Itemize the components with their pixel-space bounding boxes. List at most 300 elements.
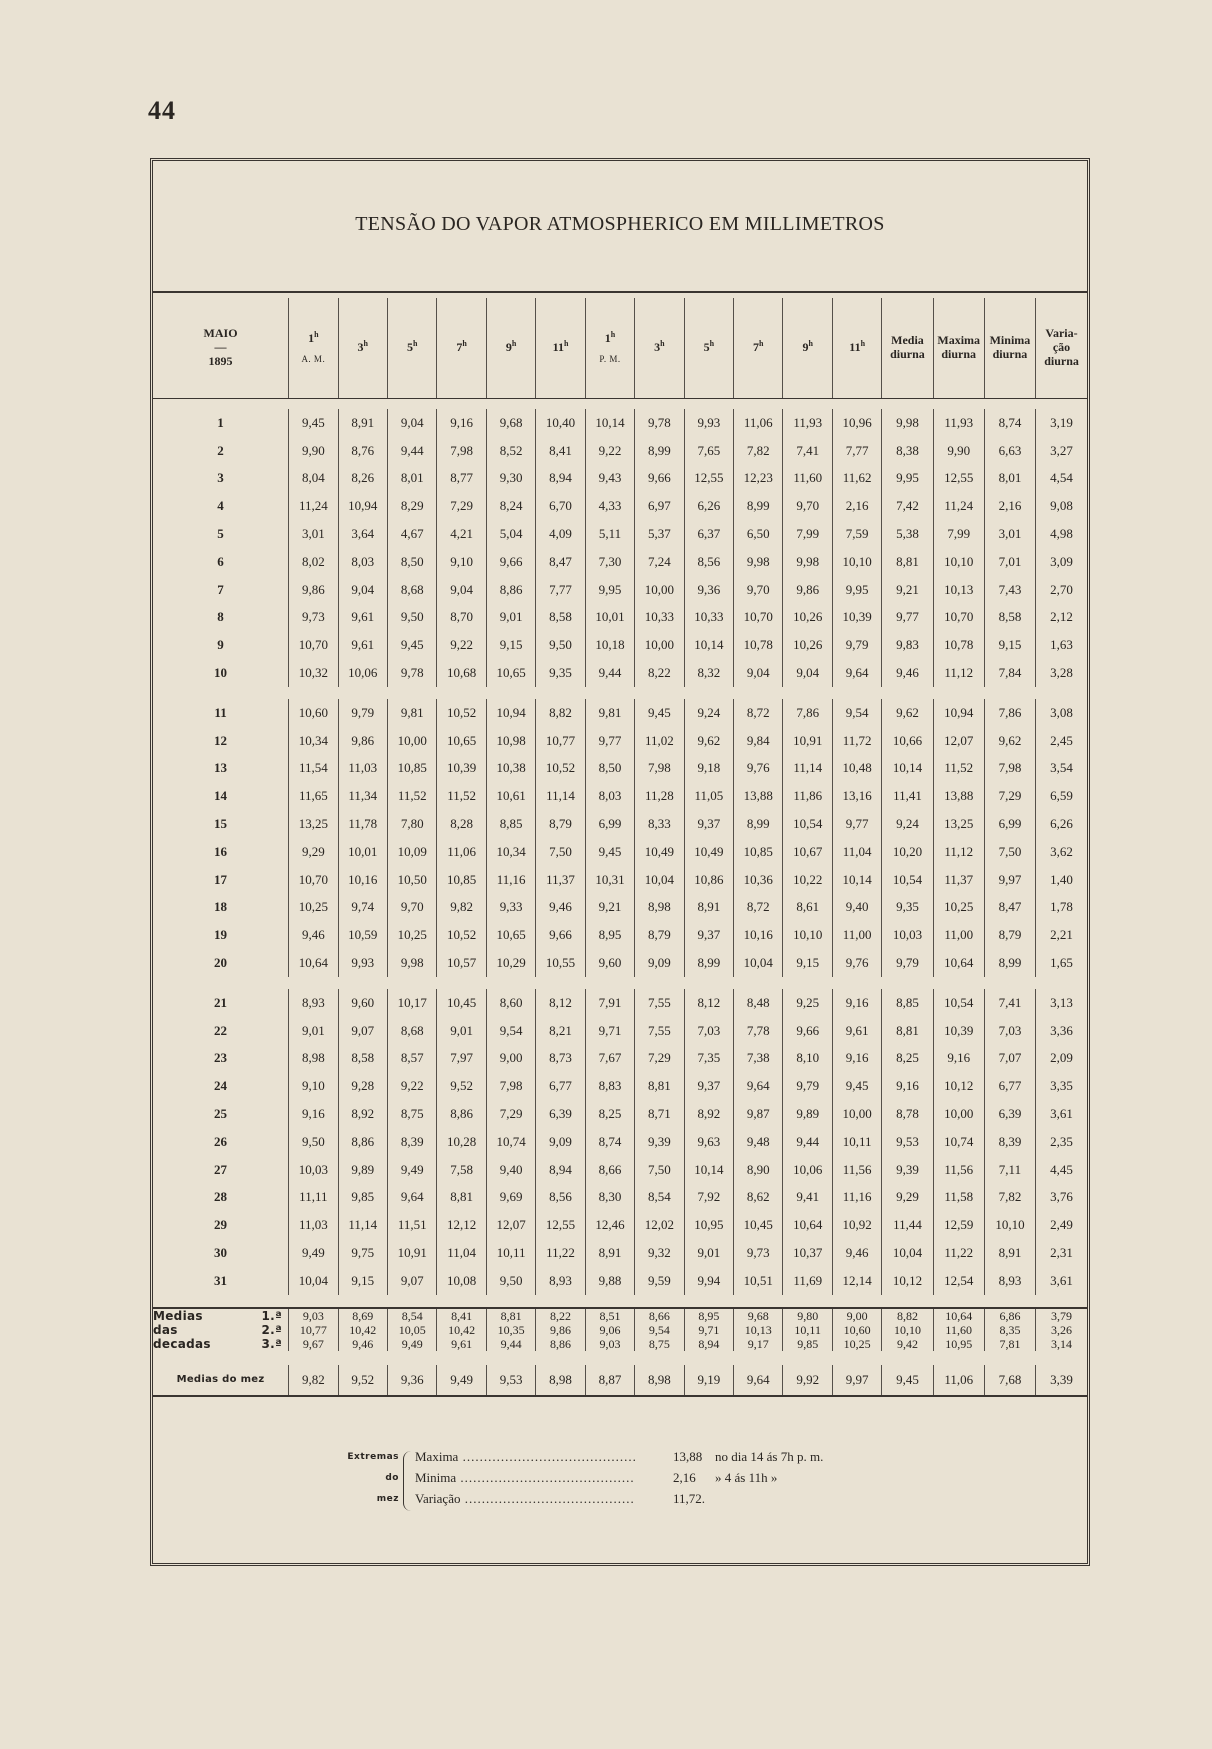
value-cell: 8,81	[437, 1184, 486, 1212]
table-row	[153, 949, 1087, 977]
value-cell: 11,03	[289, 1211, 338, 1239]
table-row	[153, 631, 1087, 659]
value-cell: 11,14	[536, 782, 585, 810]
header-month-name: MAIO	[203, 326, 238, 341]
value-cell: 10,74	[933, 1128, 984, 1156]
value-cell: 11,04	[437, 1239, 486, 1267]
value-cell: 8,91	[338, 409, 387, 437]
value-cell: 10,52	[437, 699, 486, 727]
decade-value-cell: 9,46	[338, 1337, 387, 1351]
value-cell: 9,40	[832, 894, 881, 922]
value-cell: 3,13	[1036, 989, 1087, 1017]
value-cell: 10,65	[437, 727, 486, 755]
value-cell: 8,91	[684, 894, 733, 922]
value-cell: 9,50	[387, 604, 436, 632]
value-cell: 7,41	[783, 437, 832, 465]
header-maxima-diurna: Maxima diurna	[933, 298, 984, 399]
value-cell: 2,70	[1036, 576, 1087, 604]
value-cell: 8,75	[387, 1100, 436, 1128]
value-cell: 9,01	[486, 604, 535, 632]
day-cell: 16	[214, 843, 228, 859]
value-cell: 10,78	[734, 631, 783, 659]
table-row	[153, 409, 1087, 437]
value-cell: 9,50	[289, 1128, 338, 1156]
value-cell: 11,52	[437, 782, 486, 810]
decade-value-cell: 8,95	[684, 1308, 733, 1323]
extreme-minima-note: » 4 ás 11h »	[715, 1470, 778, 1485]
day-cell: 5	[217, 526, 224, 542]
value-cell: 9,01	[289, 1017, 338, 1045]
value-cell: 10,55	[536, 949, 585, 977]
value-cell: 8,93	[289, 989, 338, 1017]
value-cell: 8,01	[984, 465, 1035, 493]
value-cell: 9,37	[684, 810, 733, 838]
value-cell: 11,93	[933, 409, 984, 437]
value-cell: 8,01	[387, 465, 436, 493]
value-cell: 9,45	[635, 699, 684, 727]
value-cell: 9,45	[832, 1072, 881, 1100]
value-cell: 8,76	[338, 437, 387, 465]
value-cell: 11,12	[933, 659, 984, 687]
value-cell: 7,03	[984, 1017, 1035, 1045]
value-cell: 11,12	[933, 838, 984, 866]
value-cell: 9,07	[387, 1267, 436, 1295]
extremes-label-2: do	[385, 1473, 399, 1483]
value-cell: 9,94	[684, 1267, 733, 1295]
table-row	[153, 465, 1087, 493]
value-cell: 6,97	[635, 492, 684, 520]
value-cell: 7,98	[635, 755, 684, 783]
value-cell: 2,16	[832, 492, 881, 520]
table-row	[153, 810, 1087, 838]
value-cell: 9,15	[338, 1267, 387, 1295]
value-cell: 10,33	[684, 604, 733, 632]
spacer-row	[153, 977, 1087, 989]
table-row	[153, 520, 1087, 548]
table-row	[153, 755, 1087, 783]
value-cell: 2,49	[1036, 1211, 1087, 1239]
value-cell: 11,37	[536, 866, 585, 894]
value-cell: 12,55	[684, 465, 733, 493]
day-cell: 17	[214, 871, 228, 887]
value-cell: 11,52	[933, 755, 984, 783]
value-cell: 11,34	[338, 782, 387, 810]
header-hour-3-pm: 3$^h$	[635, 298, 684, 399]
decade-value-cell: 3,26	[1036, 1323, 1087, 1337]
header-year: 1895	[208, 353, 233, 368]
value-cell: 8,85	[882, 989, 933, 1017]
table-row	[153, 921, 1087, 949]
month-mean-cell: 9,36	[387, 1365, 436, 1396]
value-cell: 3,61	[1036, 1100, 1087, 1128]
header-media-diurna: Media diurna	[882, 298, 933, 399]
value-cell: 9,70	[734, 576, 783, 604]
value-cell: 9,16	[933, 1045, 984, 1073]
header-pm-label: P. M.	[599, 353, 621, 364]
value-cell: 10,39	[437, 755, 486, 783]
value-cell: 8,86	[486, 576, 535, 604]
value-cell: 8,99	[734, 810, 783, 838]
value-cell: 9,98	[882, 409, 933, 437]
value-cell: 3,76	[1036, 1184, 1087, 1212]
value-cell: 7,55	[635, 989, 684, 1017]
value-cell: 9,16	[437, 409, 486, 437]
value-cell: 6,77	[536, 1072, 585, 1100]
value-cell: 10,10	[783, 921, 832, 949]
value-cell: 10,10	[933, 548, 984, 576]
month-mean-cell: 9,82	[289, 1365, 338, 1396]
value-cell: 8,86	[437, 1100, 486, 1128]
value-cell: 9,22	[437, 631, 486, 659]
value-cell: 2,09	[1036, 1045, 1087, 1073]
value-cell: 9,54	[832, 699, 881, 727]
extremes-label-1: Extremas	[347, 1452, 399, 1462]
value-cell: 8,94	[536, 1156, 585, 1184]
month-means	[153, 1365, 1087, 1396]
value-cell: 10,66	[882, 727, 933, 755]
value-cell: 8,93	[536, 1267, 585, 1295]
decade-value-cell: 10,95	[933, 1337, 984, 1351]
value-cell: 10,54	[882, 866, 933, 894]
value-cell: 9,49	[387, 1156, 436, 1184]
decade-means	[153, 1308, 1087, 1365]
day-cell: 3	[217, 470, 224, 486]
value-cell: 11,86	[783, 782, 832, 810]
decade-value-cell: 9,86	[536, 1323, 585, 1337]
value-cell: 10,54	[933, 989, 984, 1017]
value-cell: 10,60	[289, 699, 338, 727]
decade-value-cell: 3,14	[1036, 1337, 1087, 1351]
value-cell: 8,25	[585, 1100, 634, 1128]
value-cell: 11,02	[635, 727, 684, 755]
decade-value-cell: 8,75	[635, 1337, 684, 1351]
value-cell: 10,14	[684, 631, 733, 659]
value-cell: 2,45	[1036, 727, 1087, 755]
value-cell: 8,58	[338, 1045, 387, 1073]
value-cell: 7,67	[585, 1045, 634, 1073]
value-cell: 7,50	[984, 838, 1035, 866]
value-cell: 9,46	[536, 894, 585, 922]
value-cell: 10,61	[486, 782, 535, 810]
table-row	[153, 576, 1087, 604]
value-cell: 11,03	[338, 755, 387, 783]
value-cell: 12,55	[536, 1211, 585, 1239]
value-cell: 8,98	[289, 1045, 338, 1073]
value-cell: 11,93	[783, 409, 832, 437]
value-cell: 11,06	[734, 409, 783, 437]
value-cell: 7,98	[437, 437, 486, 465]
value-cell: 9,68	[486, 409, 535, 437]
value-cell: 11,52	[387, 782, 436, 810]
value-cell: 8,39	[387, 1128, 436, 1156]
value-cell: 9,04	[387, 409, 436, 437]
value-cell: 7,98	[984, 755, 1035, 783]
decade-value-cell: 8,94	[684, 1337, 733, 1351]
day-cell: 26	[214, 1133, 228, 1149]
value-cell: 7,59	[832, 520, 881, 548]
value-cell: 9,61	[338, 631, 387, 659]
value-cell: 9,07	[338, 1017, 387, 1045]
value-cell: 9,63	[684, 1128, 733, 1156]
value-cell: 9,64	[734, 1072, 783, 1100]
day-cell: 8	[217, 609, 224, 625]
value-cell: 9,79	[783, 1072, 832, 1100]
value-cell: 13,88	[933, 782, 984, 810]
day-cell: 6	[217, 553, 224, 569]
value-cell: 5,11	[585, 520, 634, 548]
value-cell: 9,66	[635, 465, 684, 493]
table-row	[153, 1100, 1087, 1128]
value-cell: 11,00	[933, 921, 984, 949]
decade-value-cell: 8,66	[635, 1308, 684, 1323]
value-cell: 9,73	[734, 1239, 783, 1267]
value-cell: 9,62	[684, 727, 733, 755]
value-cell: 6,26	[684, 492, 733, 520]
value-cell: 9,83	[882, 631, 933, 659]
decade-value-cell: 9,85	[783, 1337, 832, 1351]
value-cell: 13,25	[933, 810, 984, 838]
value-cell: 8,47	[984, 894, 1035, 922]
value-cell: 8,78	[882, 1100, 933, 1128]
value-cell: 10,94	[486, 699, 535, 727]
header-dash: —	[214, 340, 227, 355]
value-cell: 11,69	[783, 1267, 832, 1295]
day-cell: 10	[214, 665, 228, 681]
spacer-row	[153, 687, 1087, 699]
day-cell: 12	[214, 732, 228, 748]
value-cell: 11,22	[933, 1239, 984, 1267]
value-cell: 9,29	[289, 838, 338, 866]
value-cell: 10,03	[882, 921, 933, 949]
value-cell: 9,46	[882, 659, 933, 687]
value-cell: 8,29	[387, 492, 436, 520]
value-cell: 10,06	[783, 1156, 832, 1184]
value-cell: 9,16	[882, 1072, 933, 1100]
value-cell: 8,50	[387, 548, 436, 576]
value-cell: 8,68	[387, 1017, 436, 1045]
decade-value-cell: 9,03	[289, 1308, 338, 1323]
value-cell: 7,82	[734, 437, 783, 465]
value-cell: 10,04	[635, 866, 684, 894]
value-cell: 8,99	[635, 437, 684, 465]
value-cell: 12,14	[832, 1267, 881, 1295]
value-cell: 9,62	[882, 699, 933, 727]
value-cell: 9,50	[486, 1267, 535, 1295]
decade-value-cell: 8,35	[984, 1323, 1035, 1337]
table-row	[153, 1239, 1087, 1267]
daily-rows	[153, 399, 1087, 1308]
extreme-variacao	[415, 1491, 1015, 1511]
value-cell: 9,75	[338, 1239, 387, 1267]
value-cell: 10,39	[933, 1017, 984, 1045]
value-cell: 10,00	[635, 631, 684, 659]
spacer-row	[153, 1295, 1087, 1308]
extreme-maxima-note: no dia 14 ás 7h p. m.	[715, 1449, 824, 1464]
value-cell: 12,02	[635, 1211, 684, 1239]
value-cell: 11,24	[933, 492, 984, 520]
table-row	[153, 1184, 1087, 1212]
header-hour-7-pm: 7$^h$	[734, 298, 783, 399]
month-mean-cell: 8,98	[536, 1365, 585, 1396]
value-cell: 9,29	[882, 1184, 933, 1212]
decade-value-cell: 8,51	[585, 1308, 634, 1323]
value-cell: 9,77	[882, 604, 933, 632]
value-cell: 9,64	[387, 1184, 436, 1212]
value-cell: 9,84	[734, 727, 783, 755]
value-cell: 8,79	[536, 810, 585, 838]
value-cell: 12,07	[933, 727, 984, 755]
value-cell: 8,98	[635, 894, 684, 922]
value-cell: 9,95	[882, 465, 933, 493]
value-cell: 5,37	[635, 520, 684, 548]
value-cell: 7,11	[984, 1156, 1035, 1184]
value-cell: 9,21	[882, 576, 933, 604]
decade-value-cell: 10,13	[734, 1323, 783, 1337]
value-cell: 8,72	[734, 894, 783, 922]
value-cell: 7,80	[387, 810, 436, 838]
value-cell: 10,92	[832, 1211, 881, 1239]
value-cell: 9,44	[387, 437, 436, 465]
value-cell: 3,19	[1036, 409, 1087, 437]
value-cell: 10,13	[933, 576, 984, 604]
day-cell: 21	[214, 994, 228, 1010]
value-cell: 11,11	[289, 1184, 338, 1212]
value-cell: 9,95	[832, 576, 881, 604]
value-cell: 7,50	[635, 1156, 684, 1184]
value-cell: 10,78	[933, 631, 984, 659]
value-cell: 8,72	[734, 699, 783, 727]
value-cell: 10,12	[933, 1072, 984, 1100]
header-hour-5-pm: 5$^h$	[684, 298, 733, 399]
value-cell: 10,49	[635, 838, 684, 866]
value-cell: 6,26	[1036, 810, 1087, 838]
value-cell: 9,73	[289, 604, 338, 632]
value-cell: 8,58	[984, 604, 1035, 632]
value-cell: 9,78	[387, 659, 436, 687]
value-cell: 10,09	[387, 838, 436, 866]
value-cell: 12,12	[437, 1211, 486, 1239]
value-cell: 8,81	[882, 1017, 933, 1045]
value-cell: 7,42	[882, 492, 933, 520]
page-number: 44	[148, 96, 176, 125]
value-cell: 11,51	[387, 1211, 436, 1239]
value-cell: 10,31	[585, 866, 634, 894]
value-cell: 9,82	[437, 894, 486, 922]
day-cell: 23	[214, 1050, 228, 1066]
value-cell: 9,89	[338, 1156, 387, 1184]
decade-value-cell: 9,49	[387, 1337, 436, 1351]
value-cell: 7,41	[984, 989, 1035, 1017]
value-cell: 10,85	[387, 755, 436, 783]
value-cell: 6,77	[984, 1072, 1035, 1100]
value-cell: 10,26	[783, 604, 832, 632]
value-cell: 6,99	[984, 810, 1035, 838]
decade-value-cell: 10,10	[882, 1323, 933, 1337]
table-row	[153, 727, 1087, 755]
vapor-tension-table	[153, 298, 1087, 1397]
day-cell: 9	[217, 637, 224, 653]
value-cell: 9,49	[289, 1239, 338, 1267]
value-cell: 8,12	[684, 989, 733, 1017]
value-cell: 9,10	[289, 1072, 338, 1100]
header-hour-1-pm: 1$^h$ P. M.	[585, 298, 634, 399]
extreme-maxima-value: 13,88	[673, 1449, 703, 1464]
day-cell: 31	[214, 1272, 228, 1288]
value-cell: 10,70	[933, 604, 984, 632]
value-cell: 9,15	[783, 949, 832, 977]
decade-value-cell: 9,71	[684, 1323, 733, 1337]
value-cell: 9,89	[783, 1100, 832, 1128]
day-cell: 28	[214, 1189, 228, 1205]
value-cell: 9,24	[882, 810, 933, 838]
value-cell: 3,01	[289, 520, 338, 548]
day-cell: 2	[217, 442, 224, 458]
header-am-label: A. M.	[301, 353, 326, 364]
day-cell: 19	[214, 927, 228, 943]
value-cell: 9,66	[536, 921, 585, 949]
value-cell: 8,41	[536, 437, 585, 465]
value-cell: 7,29	[486, 1100, 535, 1128]
value-cell: 10,91	[783, 727, 832, 755]
value-cell: 8,68	[387, 576, 436, 604]
value-cell: 10,54	[783, 810, 832, 838]
value-cell: 7,29	[984, 782, 1035, 810]
table-row	[153, 1156, 1087, 1184]
value-cell: 10,77	[536, 727, 585, 755]
value-cell: 8,82	[536, 699, 585, 727]
extreme-variacao-value: 11,72.	[673, 1491, 706, 1506]
value-cell: 10,14	[585, 409, 634, 437]
value-cell: 8,90	[734, 1156, 783, 1184]
decade-label: das 2.ª	[153, 1322, 283, 1337]
value-cell: 9,77	[832, 810, 881, 838]
decade-value-cell: 10,35	[486, 1323, 535, 1337]
value-cell: 13,25	[289, 810, 338, 838]
value-cell: 7,92	[684, 1184, 733, 1212]
value-cell: 10,39	[832, 604, 881, 632]
value-cell: 8,93	[984, 1267, 1035, 1295]
extreme-minima-name: Minima .....	[415, 1470, 635, 1486]
value-cell: 1,63	[1036, 631, 1087, 659]
value-cell: 6,70	[536, 492, 585, 520]
value-cell: 8,60	[486, 989, 535, 1017]
extremes-brace	[403, 1451, 412, 1511]
value-cell: 12,07	[486, 1211, 535, 1239]
decade-value-cell: 10,64	[933, 1308, 984, 1323]
value-cell: 8,94	[536, 465, 585, 493]
value-cell: 11,37	[933, 866, 984, 894]
value-cell: 10,04	[882, 1239, 933, 1267]
value-cell: 8,92	[338, 1100, 387, 1128]
extreme-minima	[415, 1470, 1015, 1490]
value-cell: 9,16	[832, 989, 881, 1017]
value-cell: 11,22	[536, 1239, 585, 1267]
value-cell: 7,01	[984, 548, 1035, 576]
month-means-label: Medias do mez	[153, 1365, 289, 1396]
value-cell: 2,35	[1036, 1128, 1087, 1156]
value-cell: 7,86	[984, 699, 1035, 727]
value-cell: 3,28	[1036, 659, 1087, 687]
value-cell: 4,09	[536, 520, 585, 548]
month-mean-cell: 9,52	[338, 1365, 387, 1396]
value-cell: 8,57	[387, 1045, 436, 1073]
value-cell: 8,10	[783, 1045, 832, 1073]
decade-value-cell: 9,03	[585, 1337, 634, 1351]
value-cell: 13,16	[832, 782, 881, 810]
value-cell: 2,21	[1036, 921, 1087, 949]
value-cell: 7,77	[832, 437, 881, 465]
value-cell: 9,86	[338, 727, 387, 755]
